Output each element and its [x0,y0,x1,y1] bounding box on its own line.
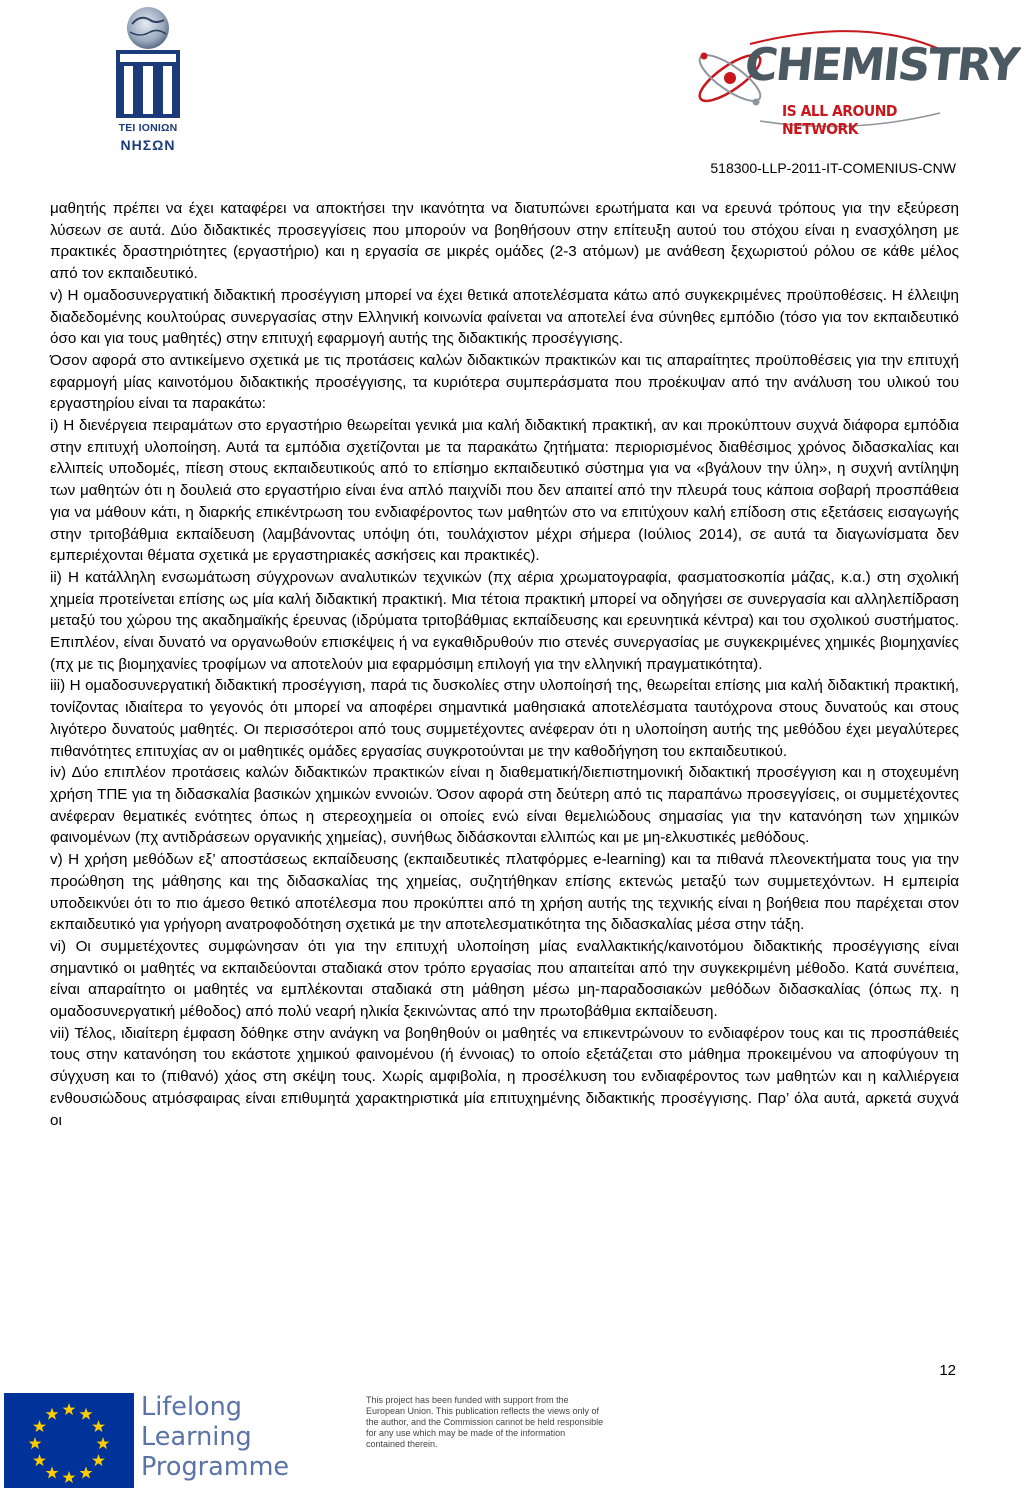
paragraph-iv: iv) Δύο επιπλέον προτάσεις καλών διδακτικών πρακτικών είναι η διαθεματική/διεπιστημονική διδακτική προσέγγιση και η στοχευμένη χρήση ΤΠΕ για τη διδασκαλία βασικών χημικών εννοιών. Όσον αφορά στη δεύτερη από τις παραπάνω προσεγγίσεις, οι συμμετέχοντες ανέφεραν θεματικές ενότητες όπως η στερεοχημεία οι οποίες ενώ είναι θεμελιώδους σημασίας για την κατανόηση των χημικών φαινομένων (πχ αντιδράσεων οργανικής χημείας), συνήθως διδάσκονται ελλιπώς και με μη-ελκυστικές μεθόδους. [50,764,959,847]
paragraph-v-intro: v) Η ομαδοσυνεργατική διδακτική προσέγγιση μπορεί να έχει θετικά αποτελέσματα κάτω από συγκεκριμένες προϋποθέσεις. Η έλλειψη διαδεδομένης κουλτούρας συνεργασίας στην Ελληνική κοινωνία φαίνεται να αποτελεί ένα σύνηθες εμπόδιο (τόσο για τον εκπαιδευτικό όσο και για τους μαθητές) στην επιτυχή εφαρμογή αυτής της διδακτικής προσέγγισης. [50,286,959,348]
project-code: 518300-LLP-2011-IT-COMENIUS-CNW [710,160,956,176]
paragraph-intro: μαθητής πρέπει να έχει καταφέρει να αποκτήσει την ικανότητα να διατυπώνει ερωτήματα και να ερευνά τρόπους για την εξεύρεση λύσεων σε αυτά. Δύο διδακτικές προσεγγίσεις που μπορούν να βοηθήσουν στην επίτευξη αυτού του στόχου είναι η ενασχόληση με πρακτικές δραστηριότητες (εργαστήριο) και η εργασία σε μικρές ομάδες (2-3 ατόμων) με ανάθεση ξεχωριστού ρόλου σε κάθε μέλος από τον εκπαιδευτικό. [50,200,959,283]
llp-wordmark [141,1392,289,1482]
page-number: 12 [939,1362,956,1379]
paragraph-vii: vii) Τέλος, ιδιαίτερη έμφαση δόθηκε στην ανάγκη να βοηθηθούν οι μαθητές να επικεντρώνουν το ενδιαφέρον τους και τις προσπάθειές τους στην κατανόηση του εκάστοτε χημικού φαινομένου (ή έννοιας) το οποίο εξετάζεται στο μάθημα προκειμένου να αποφύγουν τη σύγχυση και το (πιθανό) χάος στη σκέψη τους. Χωρίς αμφιβολία, η προσέλκυση του ενδιαφέροντος των μαθητών και η καλλιέργεια ενθουσιώδους ατμόσφαιρας είναι επιθυμητά χαρακτηριστικά μία επιτυχημένης διδακτικής προσέγγισης. Παρ’ όλα αυτά, αρκετά συχνά οι [50,1024,959,1129]
tei-name-line1: ΤΕΙ ΙΟΝΙΩΝ [118,122,178,134]
paragraph-conclusions-intro: Όσον αφορά στο αντικείμενο σχετικά με τις προτάσεις καλών διδακτικών πρακτικών και τις απαραίτητες προϋποθέσεις για την επιτυχή εφαρμογή μίας καινοτόμου διδακτικής προσέγγισης, τα κυριότερα συμπεράσματα που προέκυψαν από την ανάλυση του υλικού του εργαστηρίου είναι τα παρακάτω: [50,351,959,413]
chemistry-subtitle: IS ALL AROUND NETWORK [782,102,897,138]
paragraph-vi: vi) Οι συμμετέχοντες συμφώνησαν ότι για την επιτυχή υλοποίηση μίας εναλλακτικής/καινοτόμου διδακτικής προσέγγισης είναι σημαντικό οι μαθητές να εκπαιδεύονται σταδιακά στον τρόπο εργασίας που απαιτείται από την συγκεκριμένη μέθοδο. Κατά συνέπεια, είναι απαραίτητο οι μαθητές να εμπλέκονται σταδιακά στη μάθηση μέσω μη-παραδοσιακών μεθόδων διδασκαλίας (όπως πχ. η ομαδοσυνεργατική μέθοδος) από πολύ νεαρή ηλικία ξεκινώντας από την πρωτοβάθμια εκπαίδευση. [50,937,959,1021]
tei-emblem-icon [110,4,186,122]
llp-line-programme: Programme [141,1452,290,1482]
paragraph-iii: iii) Η ομαδοσυνεργατική διδακτική προσέγγιση, παρά τις δυσκολίες στην υλοποίησή της, θεωρείται επίσης μια καλή διδακτική πρακτική, τονίζοντας ιδιαίτερα το γεγονός ότι μπορεί να αποφέρει σημαντικά μαθησιακά αποτελέσματα ταυτόχρονα στους δυνατούς και στους λιγότερο δυνατούς μαθητές. Οι περισσότεροι από τους συμμετέχοντες ανέφεραν ότι η υλοποίηση αυτής της μεθόδου έχει μεγαλύτερες πιθανότητες επιτυχίας αν οι μαθητικές ομάδες εργασίας συγκροτούνται με την καθοδήγηση του εκπαιδευτικού. [50,677,959,760]
eu-flag-icon [4,1393,134,1488]
paragraph-ii: ii) Η κατάλληλη ενσωμάτωση σύγχρονων αναλυτικών τεχνικών (πχ αέρια χρωματογραφία, φασματοσκοπία μάζας, κ.α.) στη σχολική χημεία προτείνεται επίσης ως μία καλή διδακτική πρακτική. Μια τέτοια πρακτική μπορεί να οδηγήσει σε συνεργασία και αλληλεπίδραση μεταξύ του χώρου της ακαδημαϊκής έρευνας (ιδρύματα τριτοβάθμιας εκπαίδευσης και ερευνητικά κέντρα) και του σχολικού συστήματος. Επιπλέον, είναι δυνατό να οργανωθούν επισκέψεις ή να εγκαθιδρυθούν πιο στενές συνεργασίας με συγκεκριμένες χημικές βιομηχανίες (πχ με τις βιομηχανίες τροφίμων να αποτελούν μια εφαρμόσιμη επιλογή για την ελληνική πραγματικότητα). [50,568,959,673]
llp-line-lifelong: Lifelong [141,1392,242,1422]
chemistry-network-logo [690,26,1021,138]
tei-ionion-logo [110,4,186,154]
paragraph-v: v) Η χρήση μεθόδων εξ’ αποστάσεως εκπαίδευσης (εκπαιδευτικές πλατφόρμες e-learning) και τα πιθανά πλεονεκτήματα τους για την προώθηση της μάθησης και της διδασκαλίας της χημείας, συζητήθηκαν επίσης εκτενώς μεταξύ των συμμετεχόντων. Η εμπειρία υποδεικνύει ότι το πιο άμεσο θετικό αποτέλεσμα που προκύπτει από τη χρήση αυτής της τεχνικής είναι η βοήθεια που παρέχεται στον εκπαιδευτικό για γρήγορη ανατροφοδότηση σχετικά με την αποτελεσματικότητα της διδασκαλίας μέσα στην τάξη. [50,851,959,934]
eu-disclaimer: This project has been funded with support from the European Union. This publication reflects the views only of the author, and the Commission cannot be held responsible for any use which may be made of the information contained therein. [366,1395,604,1449]
document-body [50,198,959,1131]
chemistry-title: CHEMISTRY [742,38,1021,91]
tei-name-line2: ΝΗΣΩΝ [120,137,176,153]
llp-line-learning: Learning [141,1422,252,1452]
paragraph-i: i) Η διενέργεια πειραμάτων στο εργαστήριο θεωρείται γενικά μια καλή διδακτική πρακτική, αν και προκύπτουν συχνά διάφορα εμπόδια στην επιτυχή υλοποίηση. Αυτά τα εμπόδια σχετίζονται με τα παρακάτω ζητήματα: περιορισμένος διαθέσιμος χρόνος διδασκαλίας και ελλιπείς υποδομές, πίεση στους εκπαιδευτικούς από το επίσημο εκπαιδευτικό σύστημα για να «βγάλουν την ύλη», η συχνή αντίληψη των μαθητών ότι η δουλειά στο εργαστήριο είναι ένα απλό παιχνίδι που δεν απαιτεί από την πλευρά τους κάποια σοβαρή προσπάθεια για να μάθουν κάτι, η διαρκής επικέντρωση του ενδιαφέροντος των μαθητών στο να επιτύχουν καλή επίδοση στις εξετάσεις εισαγωγής στην τριτοβάθμια εκπαίδευση (λαμβάνοντας υπόψη ότι, τουλάχιστον μέχρι σήμερα (Ιούλιος 2014), σε αυτά τα διαγωνίσματα δεν εμπεριέχονται θέματα σχετικά με εργαστηριακές ασκήσεις και πρακτικές). [50,417,959,565]
